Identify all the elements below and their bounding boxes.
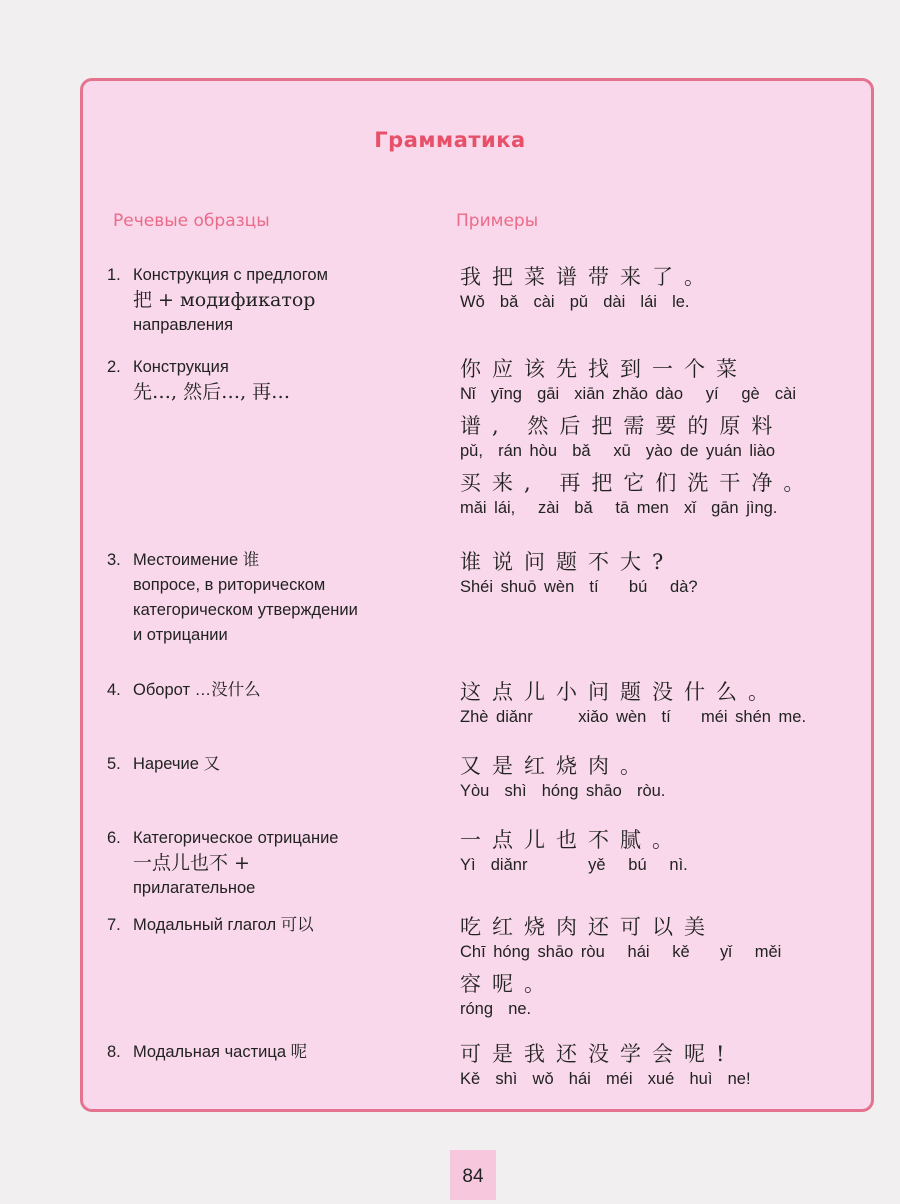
- pattern: [107, 826, 427, 901]
- pattern-line: вопросе, в риторическом: [133, 576, 326, 594]
- example-pinyin: róng ne.: [460, 1000, 532, 1018]
- item-number: 7.: [107, 916, 121, 934]
- header-examples: Примеры: [456, 211, 539, 231]
- examples: [460, 678, 850, 735]
- example-hanzi: 我把菜谱带来了。: [460, 265, 716, 289]
- examples: [460, 355, 850, 526]
- example-hanzi: 买来, 再把它们洗干净。: [460, 471, 816, 495]
- examples: [460, 826, 850, 883]
- pattern-line: Модальный глагол 可以: [133, 916, 314, 934]
- example-hanzi: 你应该先找到一个菜: [460, 357, 748, 381]
- pattern-line: 把 + модификатор: [133, 289, 316, 311]
- example-hanzi: 一点儿也不腻。: [460, 828, 684, 852]
- item-number: 5.: [107, 755, 121, 773]
- pattern-line: Модальная частица 呢: [133, 1043, 308, 1061]
- example-pinyin: mǎi lái, zài bǎ tā men xǐ gān jìng.: [460, 499, 778, 517]
- item-number: 8.: [107, 1043, 121, 1061]
- example-pinyin: Yòu shì hóng shāo ròu.: [460, 782, 666, 800]
- example-pinyin: Chī hóng shāo ròu hái kě yǐ měi: [460, 943, 782, 961]
- item-number: 4.: [107, 681, 121, 699]
- pattern-line: и отрицании: [133, 626, 228, 644]
- example-pinyin: Wǒ bǎ cài pǔ dài lái le.: [460, 293, 690, 311]
- pattern-line: прилагательное: [133, 879, 256, 897]
- pattern-line: Местоимение 谁: [133, 551, 260, 569]
- pattern: [107, 678, 427, 703]
- example-pinyin: Shéi shuō wèn tí bú dà?: [460, 578, 698, 596]
- pattern: [107, 263, 427, 338]
- example-pinyin: Nǐ yīng gāi xiān zhǎo dào yí gè cài: [460, 385, 796, 403]
- example-pinyin: Yì diǎnr yě bú nì.: [460, 856, 688, 874]
- example-hanzi: 这点儿小问题没什么。: [460, 680, 780, 704]
- example-hanzi: 又是红烧肉。: [460, 754, 652, 778]
- example-hanzi: 谱, 然后把需要的原料: [460, 414, 784, 438]
- example-hanzi: 吃红烧肉还可以美: [460, 915, 716, 939]
- pattern-line: Категорическое отрицание: [133, 829, 339, 847]
- pattern: [107, 548, 427, 648]
- pattern-line: Наречие 又: [133, 755, 220, 773]
- examples: [460, 1040, 850, 1097]
- pattern-line: Конструкция с предлогом: [133, 266, 328, 284]
- example-hanzi: 容呢。: [460, 972, 556, 996]
- examples: [460, 913, 850, 1027]
- example-pinyin: pǔ, rán hòu bǎ xū yào de yuán liào: [460, 442, 776, 460]
- example-hanzi: 可是我还没学会呢!: [460, 1042, 736, 1066]
- pattern: [107, 752, 427, 777]
- page-number: 84: [450, 1150, 496, 1200]
- item-number: 1.: [107, 266, 121, 284]
- pattern: [107, 913, 427, 938]
- pattern-line: категорическом утверждении: [133, 601, 358, 619]
- example-pinyin: Kě shì wǒ hái méi xué huì ne!: [460, 1070, 751, 1088]
- pattern: [107, 355, 427, 405]
- pattern-line: 先…, 然后…, 再…: [133, 381, 291, 403]
- item-number: 2.: [107, 358, 121, 376]
- pattern-line: Конструкция: [133, 358, 229, 376]
- header-patterns: Речевые образцы: [113, 211, 270, 231]
- examples: [460, 263, 850, 320]
- examples: [460, 752, 850, 809]
- page-title: Грамматика: [374, 128, 526, 152]
- pattern-line: направления: [133, 316, 234, 334]
- pattern-line: Оборот …没什么: [133, 681, 261, 699]
- example-pinyin: Zhè diǎnr xiǎo wèn tí méi shén me.: [460, 708, 807, 726]
- example-hanzi: 谁说问题不大?: [460, 550, 675, 574]
- pattern: [107, 1040, 427, 1065]
- examples: [460, 548, 850, 605]
- pattern-line: 一点儿也不 +: [133, 852, 250, 874]
- item-number: 6.: [107, 829, 121, 847]
- item-number: 3.: [107, 551, 121, 569]
